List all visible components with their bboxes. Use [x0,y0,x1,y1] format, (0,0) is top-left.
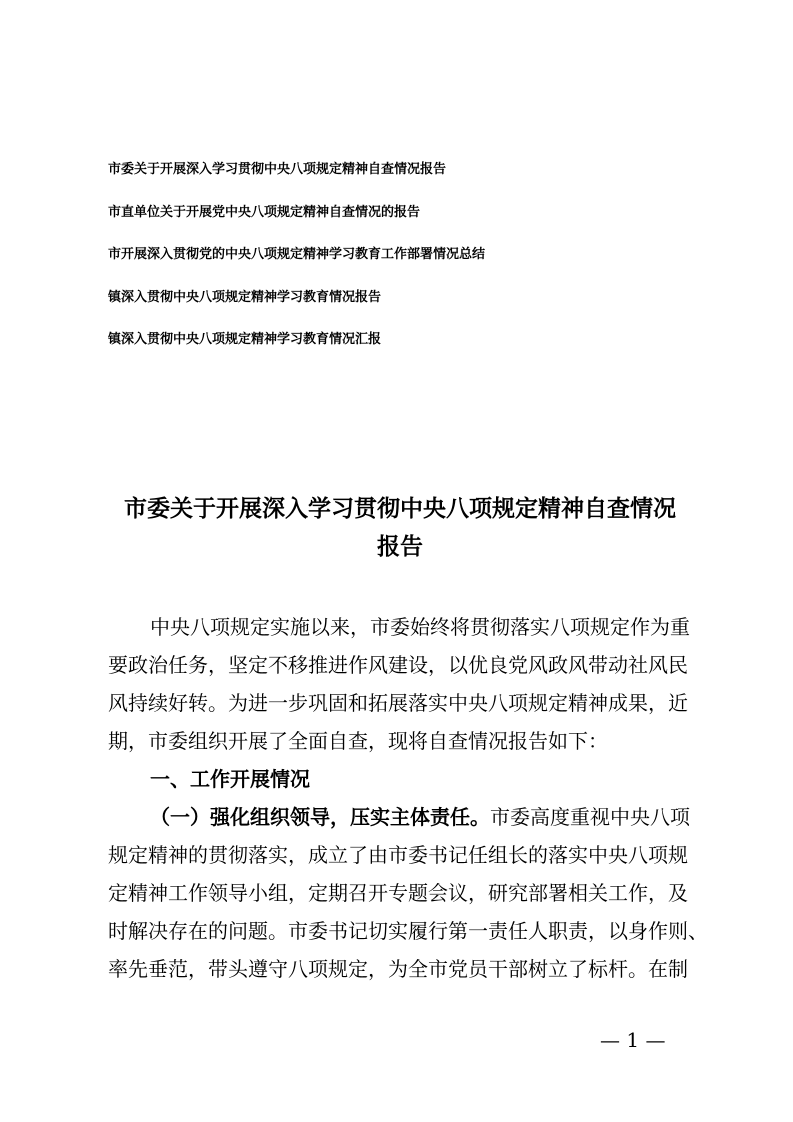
toc-item[interactable]: 市直单位关于开展党中央八项规定精神自查情况的报告 [108,204,421,220]
paragraph-line: 期，市委组织开展了全面自查，现将自查情况报告如下： [108,729,608,753]
page-number: — 1 — [600,1028,666,1052]
paragraph-line [108,798,690,836]
paragraph-line: 定精神工作领导小组，定期召开专题会议，研究部署相关工作，及 [108,881,688,905]
document-body [108,608,708,988]
toc-item[interactable]: 镇深入贯彻中央八项规定精神学习教育情况报告 [108,289,382,305]
paragraph-line: 率先垂范，带头遵守八项规定，为全市党员干部树立了标杆。在制 [108,957,688,981]
paragraph-text: 市委高度重视中央八项 [490,805,690,829]
section-heading: 一、工作开展情况 [150,767,310,791]
toc-item[interactable]: 市开展深入贯彻党的中央八项规定精神学习教育工作部署情况总结 [108,247,486,262]
paragraph-line: 时解决存在的问题。市委书记切实履行第一责任人职责，以身作则、 [108,919,708,943]
toc-item[interactable]: 市委关于开展深入学习贯彻中央八项规定精神自查情况报告 [108,162,447,177]
paragraph-line: 风持续好转。为进一步巩固和拓展落实中央八项规定精神成果，近 [108,691,688,715]
paragraph-line: 规定精神的贯彻落实，成立了由市委书记任组长的落实中央八项规 [108,843,688,867]
toc-item[interactable]: 镇深入贯彻中央八项规定精神学习教育情况汇报 [108,332,382,347]
subsection-lead: （一）强化组织领导，压实主体责任。 [150,805,490,829]
related-documents-list [108,160,485,373]
paragraph-line: 中央八项规定实施以来，市委始终将贯彻落实八项规定作为重 [150,615,690,639]
document-title [90,490,710,566]
paragraph-line: 要政治任务，坚定不移推进作风建设，以优良党风政风带动社风民 [108,653,688,677]
title-line: 报告 [377,534,423,560]
title-line: 市委关于开展深入学习贯彻中央八项规定精神自查情况 [124,496,676,522]
